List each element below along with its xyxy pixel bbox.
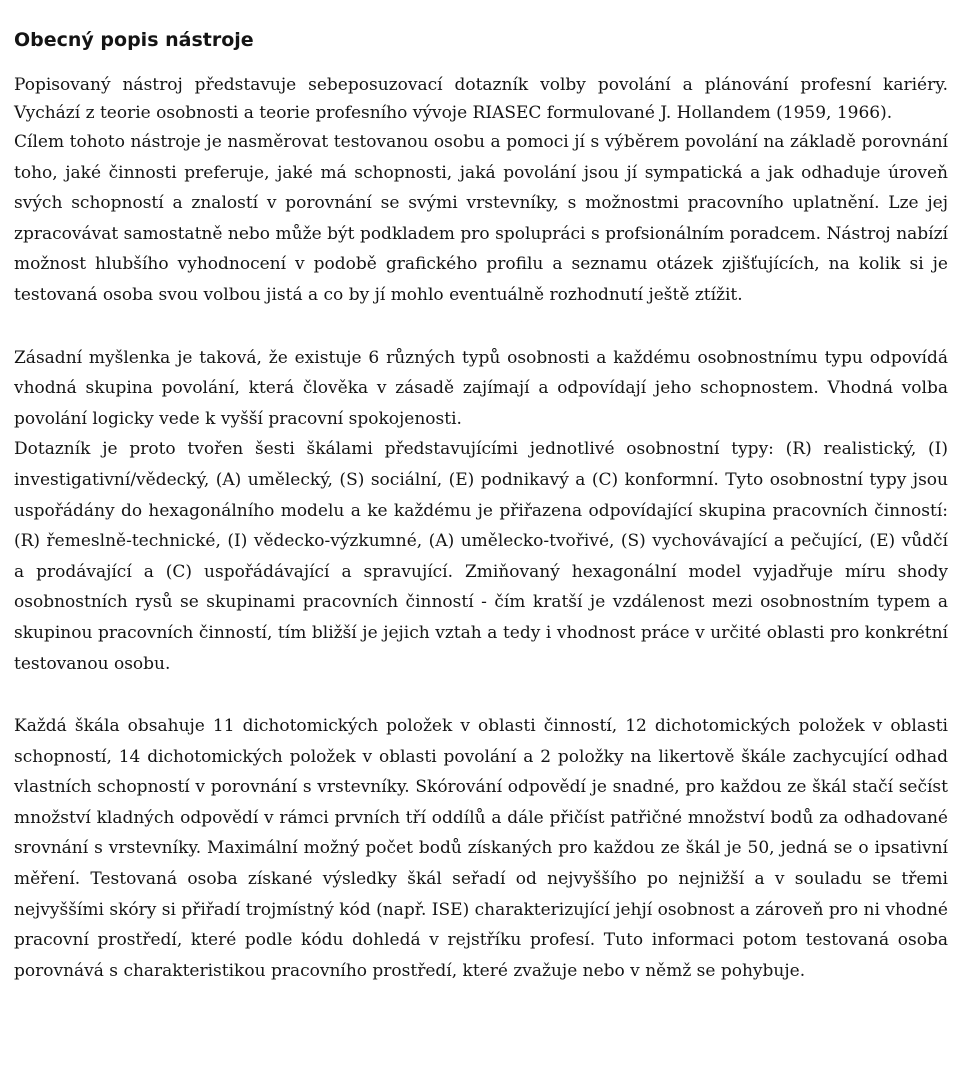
section-intro: [14, 71, 948, 311]
paragraph-purpose: Cílem tohoto nástroje je nasměrovat testovanou osobu a pomoci jí s výběrem povolání na základě porovnání toho, jaké činnosti preferuje, jaké má schopnosti, jaká povolání jsou jí sympatická a jak odhaduje úroveň svých schopností a znalostí v porovnání se svými vrstevníky, s možnostmi pracovního uplatnění. Lze jej zpracovávat samostatně nebo může být podkladem pro spolupráci s profsionálním poradcem. Nástroj nabízí možnost hlubšího vyhodnocení v podobě grafického profilu a seznamu otázek zjišťujících, na kolik si je testovaná osoba svou volbou jistá a co by jí mohlo eventuálně rozhodnutí ještě ztížit.: [14, 132, 948, 305]
paragraph-scoring: Každá škála obsahuje 11 dichotomických položek v oblasti činností, 12 dichotomických položek v oblasti schopností, 14 dichotomických položek v oblasti povolání a 2 položky na likertově škále zachycující odhad vlastních schopností v porovnání s vrstevníky. Skórování odpovědí je snadné, pro každou ze škál stačí sečíst množství kladných odpovědí v rámci prvních tří oddílů a dále přičíst patřičné množství bodů za odhadované srovnání s vrstevníky. Maximální možný počet bodů získaných pro každou ze škál je 50, jedná se o ipsativní měření. Testovaná osoba získané výsledky škál seřadí od nejvyššího po nejnižší a v souladu se třemi nejvyššími skóry si přiřadí trojmístný kód (např. ISE) charakterizující jehjí osobnost a zároveň pro ni vhodné pracovní prostředí, které podle kódu dohledá v rejstříku profesí. Tuto informaci potom testovaná osoba porovnává s charakteristikou pracovního prostředí, které zvažuje nebo v němž se pohybuje.: [14, 716, 948, 981]
paragraph-intro: Popisovaný nástroj představuje sebeposuzovací dotazník volby povolání a plánování profesní kariéry. Vychází z teorie osobnosti a teorie profesního vývoje RIASEC formulované J. Hollandem (1959, 1966).: [14, 75, 948, 123]
section-theory: [14, 343, 948, 680]
section-heading: Obecný popis nástroje: [14, 29, 254, 51]
section-scoring: [14, 711, 948, 986]
paragraph-scales: Dotazník je proto tvořen šesti škálami představujícími jednotlivé osobnostní typy: (R) realistický, (I) investigativní/vědecký, (A) umělecký, (S) sociální, (E) podnikavý a (C) konformní. Tyto osobnostní typy jsou uspořádány do hexagonálního modelu a ke každému je přiřazena odpovídající skupina pracovních činností: (R) řemeslně-technické, (I) vědecko-výzkumné, (A) umělecko-tvořivé, (S) vychovávající a pečující, (E) vůdčí a prodávající a (C) uspořádávající a spravující. Zmiňovaný hexagonální model vyjadřuje míru shody osobnostních rysů se skupinami pracovních činností - čím kratší je vzdálenost mezi osobnostním typem a skupinou pracovních činností, tím bližší je jejich vztah a tedy i vhodnost práce v určité oblasti pro konkrétní testovanou osobu.: [14, 439, 948, 674]
paragraph-gap: [14, 311, 948, 343]
paragraph-gap: [14, 679, 948, 711]
paragraph-core-idea: Zásadní myšlenka je taková, že existuje 6 různých typů osobnosti a každému osobnostnímu typu odpovídá vhodná skupina povolání, která člověka v zásadě zajímají a odpovídají jeho schopnostem. Vhodná volba povolání logicky vede k vyšší pracovní spokojenosti.: [14, 347, 948, 429]
